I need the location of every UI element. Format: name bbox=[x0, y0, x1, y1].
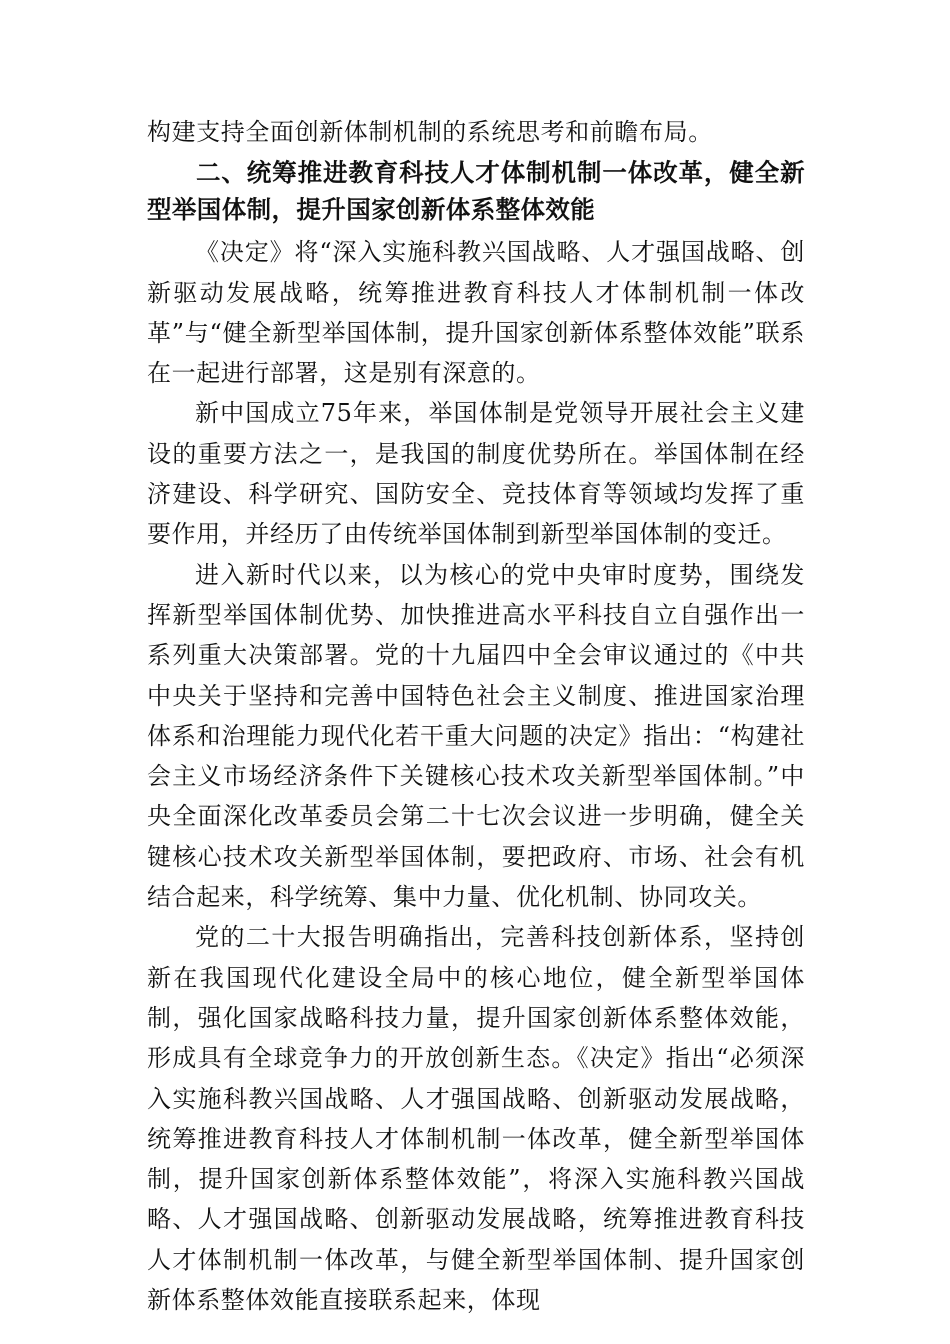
paragraph-3: 进入新时代以来，以为核心的党中央审时度势，围绕发挥新型举国体制优势、加快推进高水平科技自立自强作出一系列重大决策部署。党的十九届四中全会审议通过的《中共中央关于坚持和完善中国特色社会主义制度、推进国家治理体系和治理能力现代化若干重大问题的决定》指出：“构建社会主义市场经济条件下关键核心技术攻关新型举国体制。”中央全面深化改革委员会第二十七次会议进一步明确，健全关键核心技术攻关新型举国体制，要把政府、市场、社会有机结合起来，科学统筹、集中力量、优化机制、协同攻关。 bbox=[147, 560, 805, 912]
paragraph-2: 新中国成立75年来，举国体制是党领导开展社会主义建设的重要方法之一，是我国的制度优势所在。举国体制在经济建设、科学研究、国防安全、竞技体育等领域均发挥了重要作用，并经历了由传统举国体制到新型举国体制的变迁。 bbox=[147, 399, 805, 549]
paragraph-4: 党的二十大报告明确指出，完善科技创新体系，坚持创新在我国现代化建设全局中的核心地位，健全新型举国体制，强化国家战略科技力量，提升国家创新体系整体效能，形成具有全球竞争力的开放创新生态。《决定》指出“必须深入实施科教兴国战略、人才强国战略、创新驱动发展战略，统筹推进教育科技人才体制机制一体改革，健全新型举国体制，提升国家创新体系整体效能”，将深入实施科教兴国战略、人才强国战略、创新驱动发展战略，统筹推进教育科技人才体制机制一体改革，与健全新型举国体制、提升国家创新体系整体效能直接联系起来，体现 bbox=[147, 923, 805, 1315]
section-heading: 二、统筹推进教育科技人才体制机制一体改革，健全新型举国体制，提升国家创新体系整体效能 bbox=[147, 158, 805, 225]
document-body bbox=[147, 112, 805, 1320]
continued-paragraph: 构建支持全面创新体制机制的系统思考和前瞻布局。 bbox=[147, 118, 713, 146]
paragraph-1: 《决定》将“深入实施科教兴国战略、人才强国战略、创新驱动发展战略，统筹推进教育科技人才体制机制一体改革”与“健全新型举国体制，提升国家创新体系整体效能”联系在一起进行部署，这是别有深意的。 bbox=[147, 238, 805, 388]
